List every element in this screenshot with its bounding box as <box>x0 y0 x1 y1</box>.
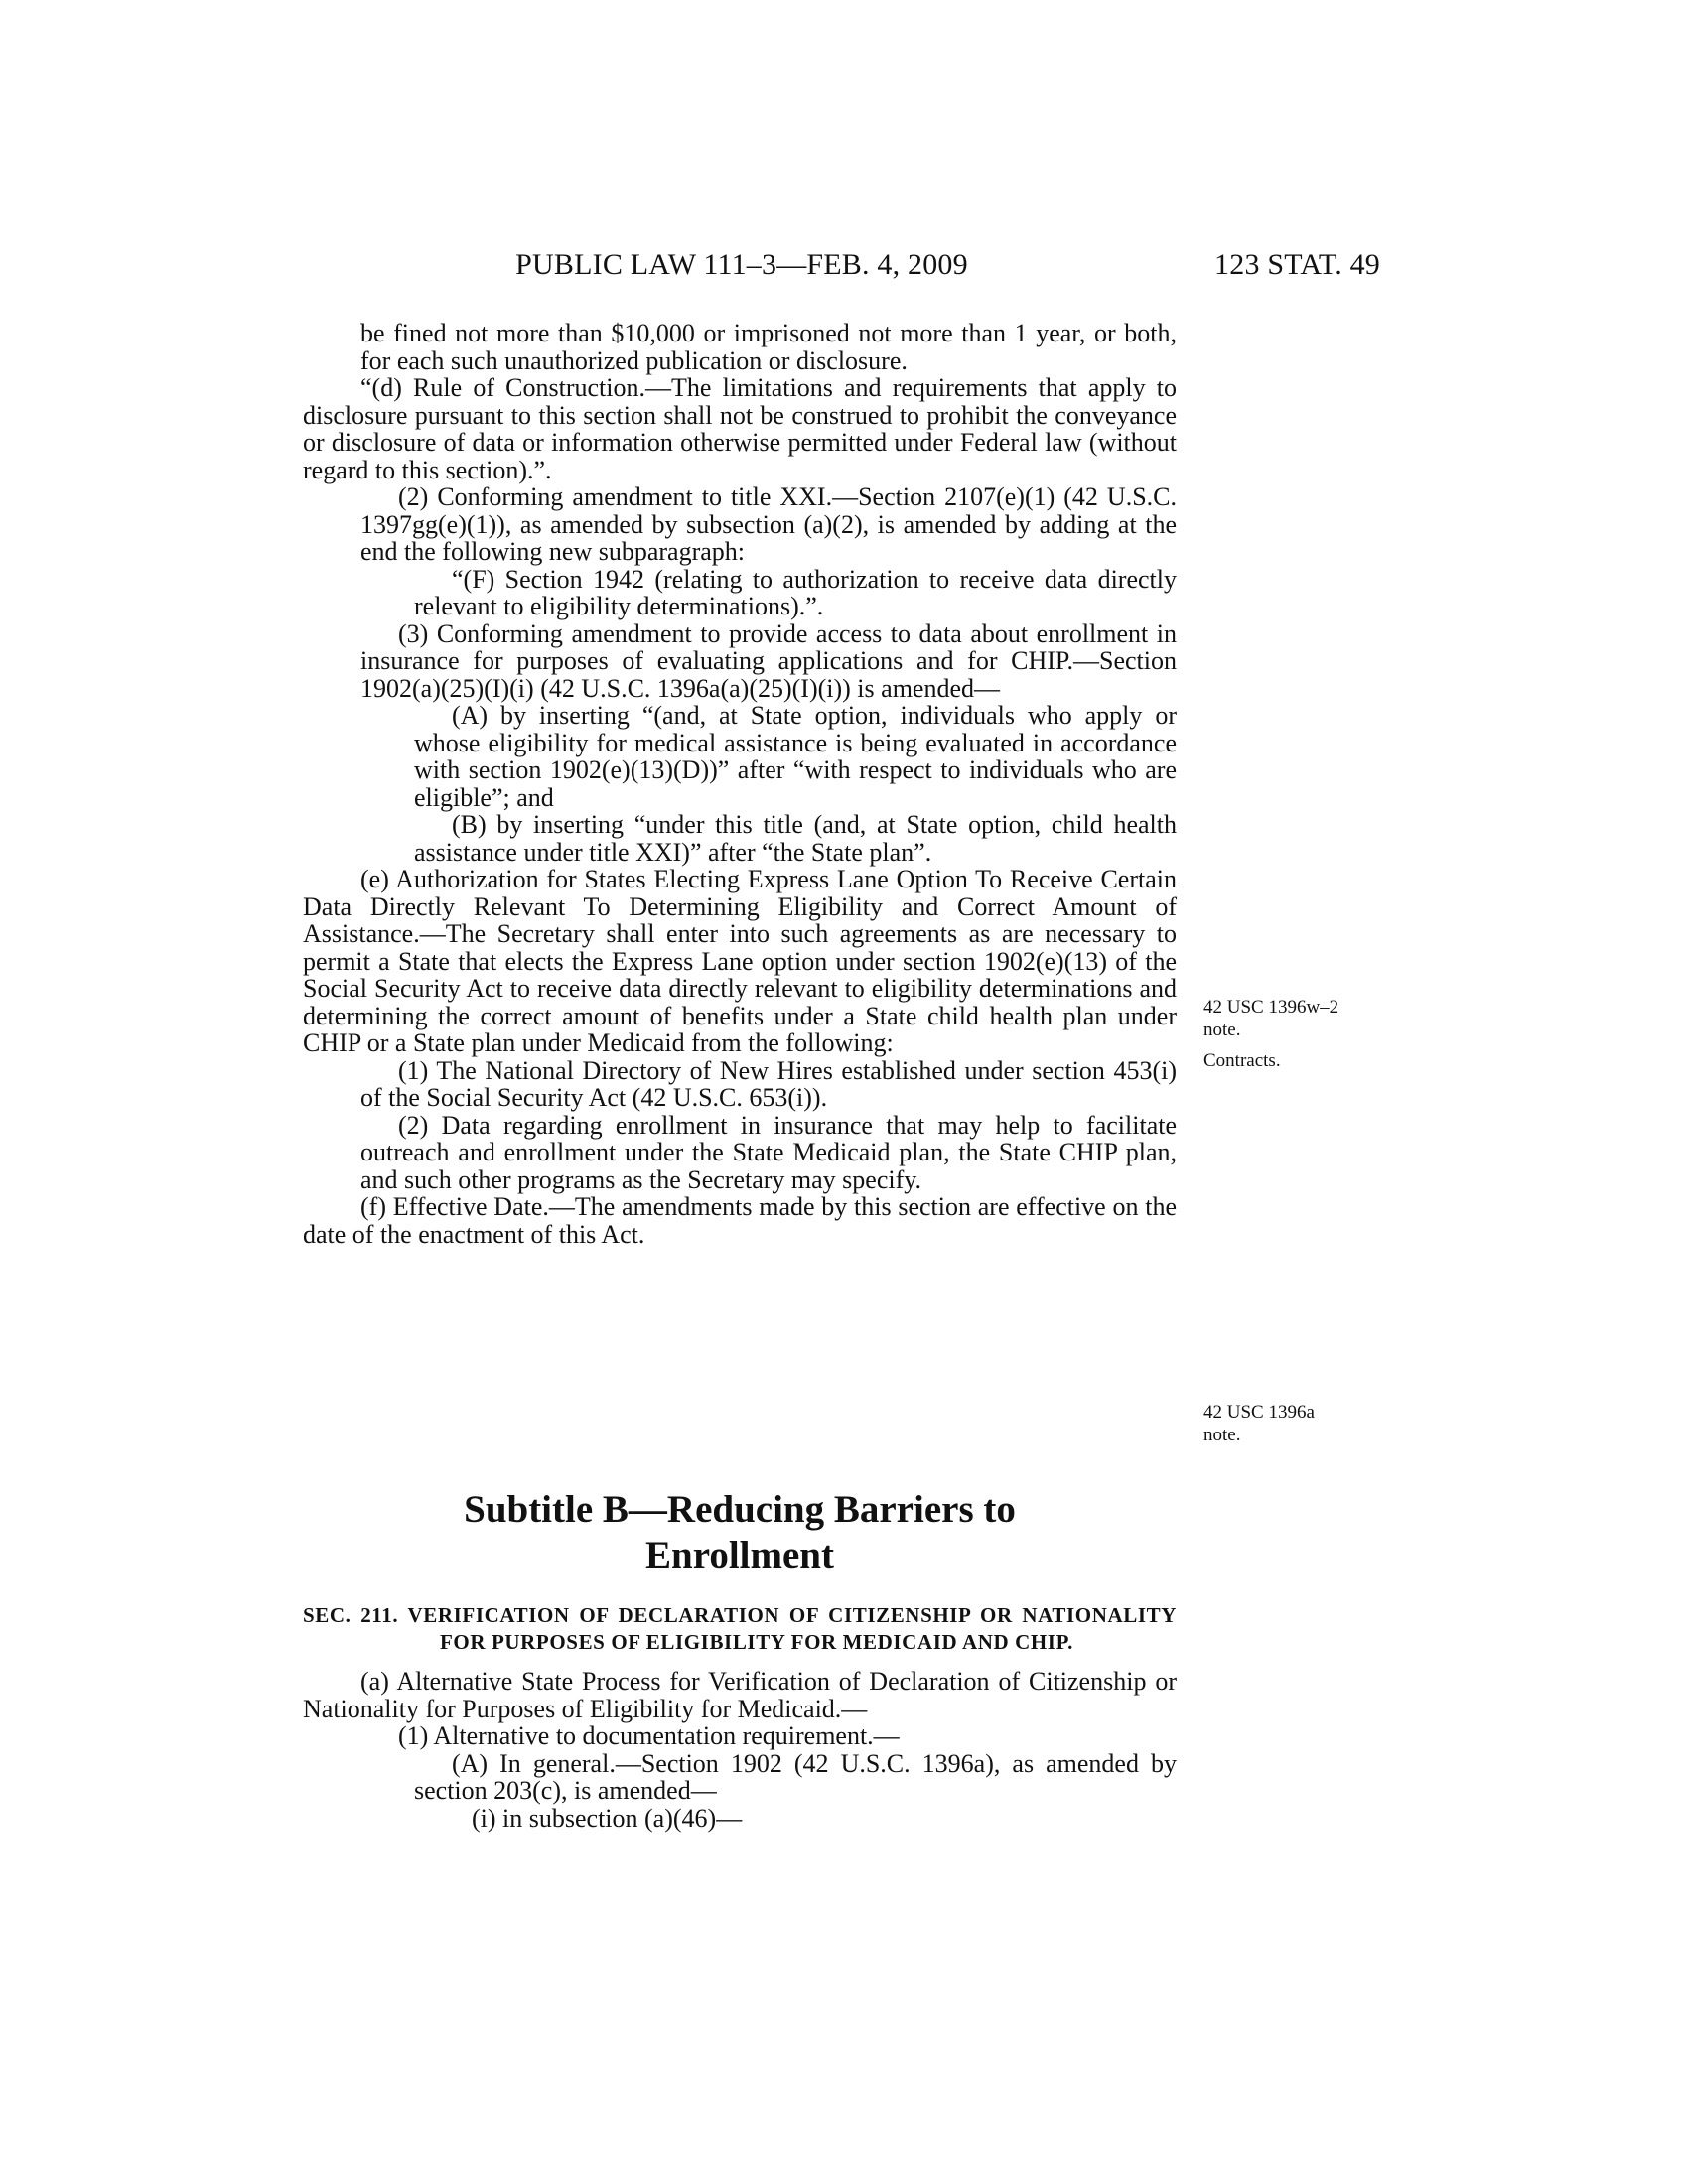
paragraph-item-a: (A) by inserting “(and, at State option, individuals who apply or whose eligibility for medical assistance is being evaluated in accordance with section 1902(e)(13)(D))” after “with respect to individuals who are eligible”; and <box>414 701 1177 812</box>
paragraph-effective-date: (f) Effective Date.—The amendments made by this section are effective on the date of the enactment of this Act. <box>303 1192 1177 1249</box>
paragraph-conforming-amendment-data-access: (3) Conforming amendment to provide access to data about enrollment in insurance for purposes of evaluating applications and for CHIP.—Section 1902(a)(25)(I)(i) (42 U.S.C. 1396a(a)(25)(I)(i)) is amended— <box>360 618 1177 703</box>
paragraph-fine-continuation: be fined not more than $10,000 or imprisoned not more than 1 year, or both, for each such unauthorized publication or disclosure. <box>360 319 1177 375</box>
margin-note-note: note. <box>1203 1020 1241 1040</box>
paragraph-enrollment-data: (2) Data regarding enrollment in insurance that may help to facilitate outreach and enrollment under the State Medicaid plan, the State CHIP plan, and such other programs as the Secretary may specify. <box>360 1110 1177 1194</box>
paragraph-item-b: (B) by inserting “under this title (and, at State option, child health assistance under title XXI)” after “the State plan”. <box>414 810 1177 867</box>
subtitle-heading <box>303 1487 1177 1578</box>
paragraph-alternative-documentation: (1) Alternative to documentation requirement.— <box>398 1721 900 1750</box>
body-text <box>303 320 1177 1248</box>
paragraph-national-directory: (1) The National Directory of New Hires established under section 453(i) of the Social Security Act (42 U.S.C. 653(i)). <box>360 1055 1177 1112</box>
subtitle-line-1: Subtitle B—Reducing Barriers to <box>464 1488 1016 1531</box>
section-211 <box>303 1602 1177 1832</box>
margin-note-note-2: note. <box>1203 1425 1241 1445</box>
margin-note-usc-1396w-2: 42 USC 1396w–2 <box>1203 997 1339 1018</box>
margin-note-contracts: Contracts. <box>1203 1050 1281 1071</box>
running-header-page-number: 123 STAT. 49 <box>1214 248 1380 281</box>
paragraph-rule-of-construction: “(d) Rule of Construction.—The limitations and requirements that apply to disclosure pursuant to this section shall not be construed to prohibit the conveyance or disclosure of data or information otherwise permitted under Federal law (without regard to this section).”. <box>303 373 1177 484</box>
paragraph-subparagraph-f: “(F) Section 1942 (relating to authorization to receive data directly relevant to eligibility determinations).”. <box>414 564 1177 620</box>
margin-note-usc-1396a: 42 USC 1396a <box>1203 1402 1315 1423</box>
paragraph-in-general: (A) In general.—Section 1902 (42 U.S.C. 1396a), as amended by section 203(c), is amended— <box>414 1748 1177 1805</box>
section-heading: SEC. 211. VERIFICATION OF DECLARATION OF CITIZENSHIP OR NATIONALITY FOR PURPOSES OF ELIGIBILITY FOR MEDICAID AND CHIP. <box>303 1603 1177 1654</box>
paragraph-conforming-amendment-xxi: (2) Conforming amendment to title XXI.—Section 2107(e)(1) (42 U.S.C. 1397gg(e)(1)), as amended by subsection (a)(2), is amended by adding at the end the following new subparagraph: <box>360 482 1177 566</box>
subtitle-line-2: Enrollment <box>645 1534 834 1576</box>
running-header-title: PUBLIC LAW 111–3—FEB. 4, 2009 <box>515 248 968 281</box>
paragraph-authorization-express-lane: (e) Authorization for States Electing Express Lane Option To Receive Certain Data Directly Relevant To Determining Eligibility and Correct Amount of Assistance.—The Secretary shall enter into such agreements as are necessary to permit a State that elects the Express Lane option under section 1902(e)(13) of the Social Security Act to receive data directly relevant to eligibility determinations and determining the correct amount of benefits under a State child health plan under CHIP or a State plan under Medicaid from the following: <box>303 865 1177 1057</box>
paragraph-alternative-state-process: (a) Alternative State Process for Verification of Declaration of Citizenship or Nationality for Purposes of Eligibility for Medicaid.— <box>303 1667 1177 1723</box>
paragraph-subsection-a46: (i) in subsection (a)(46)— <box>472 1803 743 1833</box>
